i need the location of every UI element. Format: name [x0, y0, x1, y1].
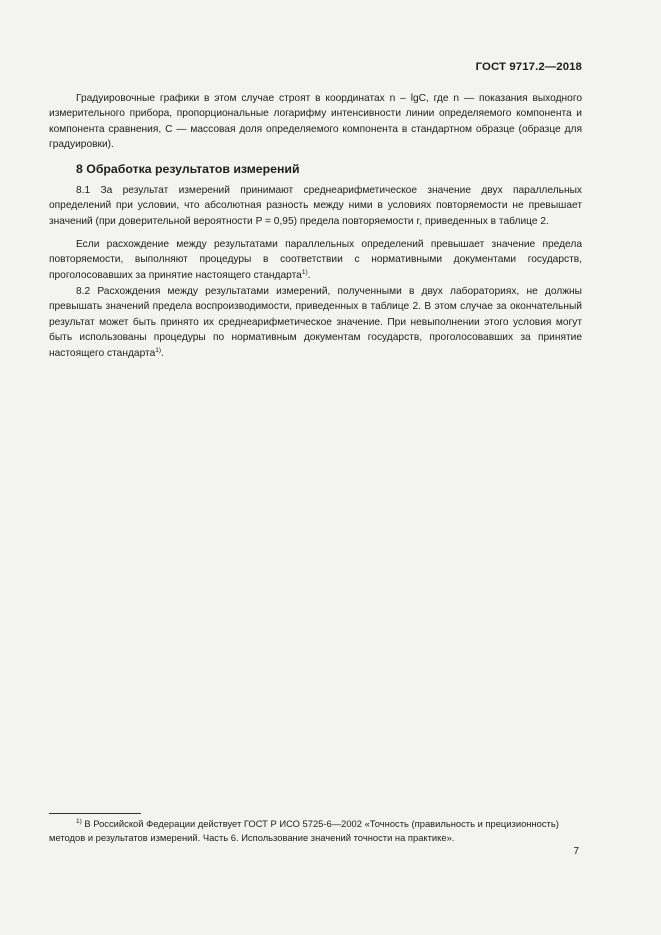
footnote-reference: 1): [155, 346, 162, 354]
page-number: 7: [573, 846, 579, 857]
paragraph-8-2: [49, 284, 582, 361]
intro-paragraph: Градуировочные графики в этом случае строят в координатах n – lgC, где n — показания выходного измерительного прибора, пропорциональные логарифму интенсивности линии определяемого компонента и компонента сравнения, C — массовая доля определяемого компонента в стандартном образце (образце для градуировки).: [49, 93, 582, 151]
footnote-marker: 1): [76, 818, 82, 825]
paragraph-8-1-continued: [49, 237, 582, 283]
document-header: ГОСТ 9717.2—2018: [475, 61, 582, 73]
paragraph-end: .: [307, 269, 311, 281]
footnote-divider: [49, 813, 141, 814]
footnote-reference: 1): [301, 268, 308, 276]
paragraph-text: Если расхождение между результатами параллельных определений превышает значение предела повторяемости, выполняют процедуры в соответствии с нормативными документами государств, проголосовавших за принятие настоящего стандарта: [49, 239, 582, 281]
paragraph-text: 8.2 Расхождения между результатами измерений, полученными в двух лабораториях, не должны превышать значений предела воспроизводимости, приведенных в таблице 2. В этом случае за окончательный результат может быть принято их среднеарифметическое значение. При невыполнении этого условия могут быть использованы процедуры по нормативным документам государств, проголосовавших за принятие настоящего стандарта: [49, 286, 582, 359]
section-heading: 8 Обработка результатов измерений: [76, 162, 300, 176]
paragraph-end: .: [161, 347, 164, 359]
paragraph-8-1: 8.1 За результат измерений принимают среднеарифметическое значение двух параллельных определений при условии, что абсолютная разность между ними в условиях повторяемости не превышает значений (при доверительной вероятности P = 0,95) предела повторяемости r, приведенных в таблице 2.: [49, 185, 582, 227]
footnote: [49, 817, 582, 845]
footnote-text: В Российской Федерации действует ГОСТ Р ИСО 5725-6—2002 «Точность (правильность и прецизионность) методов и результатов измерений. Часть 6. Использование значений точности на практике».: [49, 818, 559, 844]
